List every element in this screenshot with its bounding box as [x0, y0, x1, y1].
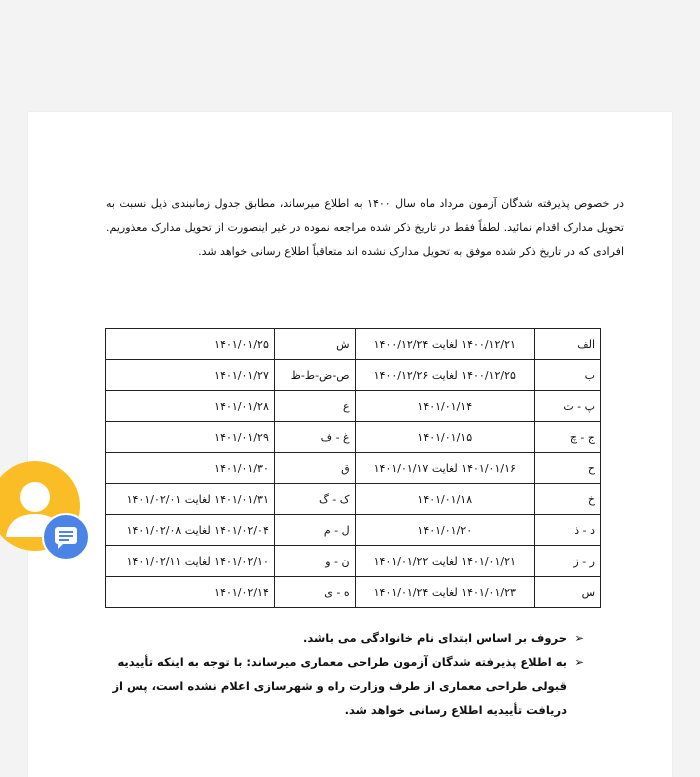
letter-cell: ن - و: [274, 546, 355, 577]
date-cell: ۱۴۰۱/۰۱/۲۱ لغایت ۱۴۰۱/۰۱/۲۲: [355, 546, 534, 577]
table-row: [106, 329, 601, 360]
date-cell: ۱۴۰۱/۰۱/۱۴: [355, 391, 534, 422]
date-cell: ۱۴۰۰/۱۲/۲۵ لغایت ۱۴۰۰/۱۲/۲۶: [355, 360, 534, 391]
letter-cell: ک - گ: [274, 484, 355, 515]
letter-cell: ه - ی: [274, 577, 355, 608]
letter-cell: الف: [534, 329, 600, 360]
letter-cell: غ - ف: [274, 422, 355, 453]
date-cell: ۱۴۰۱/۰۱/۳۱ لغایت ۱۴۰۱/۰۲/۰۱: [106, 484, 275, 515]
date-cell: ۱۴۰۱/۰۲/۱۴: [106, 577, 275, 608]
table-row: [106, 577, 601, 608]
date-cell: ۱۴۰۱/۰۲/۱۰ لغایت ۱۴۰۱/۰۲/۱۱: [106, 546, 275, 577]
table-row: [106, 391, 601, 422]
letter-cell: خ: [534, 484, 600, 515]
table-row: [106, 546, 601, 577]
date-cell: ۱۴۰۰/۱۲/۲۱ لغایت ۱۴۰۰/۱۲/۲۴: [355, 329, 534, 360]
letter-cell: ل - م: [274, 515, 355, 546]
letter-cell: د - ذ: [534, 515, 600, 546]
letter-cell: ص-ض-ط-ظ: [274, 360, 355, 391]
letter-cell: ب: [534, 360, 600, 391]
table-row: [106, 453, 601, 484]
table-row: [106, 360, 601, 391]
letter-cell: ر - ز: [534, 546, 600, 577]
note-text: حروف بر اساس ابتدای نام خانوادگی می باشد.: [302, 631, 567, 645]
letter-cell: ع: [274, 391, 355, 422]
letter-cell: ج - چ: [534, 422, 600, 453]
arrow-bullet-icon: ➢: [574, 631, 584, 645]
letter-cell: ح: [534, 453, 600, 484]
table-row: [106, 484, 601, 515]
letter-cell: ش: [274, 329, 355, 360]
date-cell: ۱۴۰۱/۰۱/۱۵: [355, 422, 534, 453]
note-text: به اطلاع پذیرفته شدگان آزمون طراحی معماری میرساند: با توجه به اینکه تأییدیه قبولی طراحی معماری از طرف وزارت راه و شهرسازی اعلام نشده است، پس از دریافت تأییدیه اطلاع رسانی خواهد شد.: [112, 655, 567, 717]
chat-message-icon[interactable]: [42, 513, 90, 561]
document-page: [28, 112, 672, 777]
letter-cell: ق: [274, 453, 355, 484]
table-row: [106, 515, 601, 546]
schedule-table: [105, 328, 601, 608]
letter-cell: س: [534, 577, 600, 608]
date-cell: ۱۴۰۱/۰۱/۲۰: [355, 515, 534, 546]
date-cell: ۱۴۰۱/۰۱/۳۰: [106, 453, 275, 484]
date-cell: ۱۴۰۱/۰۱/۲۵: [106, 329, 275, 360]
date-cell: ۱۴۰۱/۰۲/۰۴ لغایت ۱۴۰۱/۰۲/۰۸: [106, 515, 275, 546]
note-item: [106, 626, 584, 650]
letter-cell: پ - ت: [534, 391, 600, 422]
date-cell: ۱۴۰۱/۰۱/۱۸: [355, 484, 534, 515]
arrow-bullet-icon: ➢: [574, 655, 584, 669]
table-row: [106, 422, 601, 453]
date-cell: ۱۴۰۱/۰۱/۲۸: [106, 391, 275, 422]
date-cell: ۱۴۰۱/۰۱/۲۹: [106, 422, 275, 453]
date-cell: ۱۴۰۱/۰۱/۲۷: [106, 360, 275, 391]
date-cell: ۱۴۰۱/۰۱/۲۳ لغایت ۱۴۰۱/۰۱/۲۴: [355, 577, 534, 608]
date-cell: ۱۴۰۱/۰۱/۱۶ لغایت ۱۴۰۱/۰۱/۱۷: [355, 453, 534, 484]
intro-paragraph: در خصوص پذیرفته شدگان آزمون مرداد ماه سال ۱۴۰۰ به اطلاع میرساند، مطابق جدول زمانبندی ذیل نسبت به تحویل مدارک اقدام نمائید. لطفاً فقط در تاریخ ذکر شده مراجعه نموده در غیر اینصورت از تحویل مدارک معذوریم. افرادی که در تاریخ ذکر شده موفق به تحویل مدارک نشده اند متعاقباً اطلاع رسانی خواهد شد.: [106, 197, 624, 258]
note-item: [106, 650, 584, 722]
notes-list: [106, 626, 584, 722]
